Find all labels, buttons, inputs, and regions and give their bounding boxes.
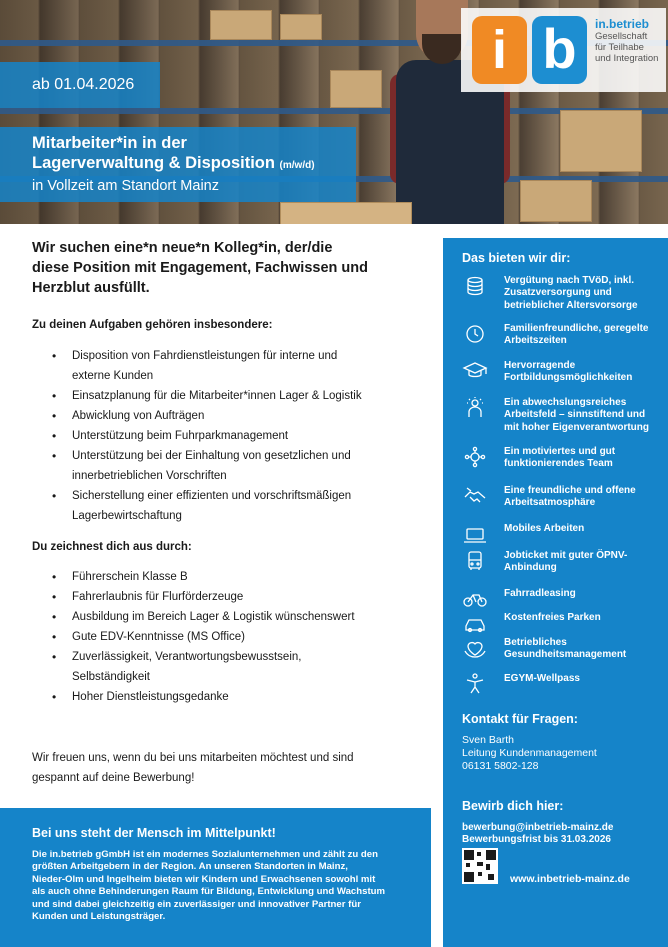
benefit-text: Familienfreundliche, geregelte Arbeitszeiten — [504, 323, 649, 347]
list-item: • Disposition von Fahrdienstleistungen für interne und — [32, 346, 412, 366]
job-subtitle: in Vollzeit am Standort Mainz — [32, 178, 219, 194]
logo-letter-i: i — [472, 16, 527, 84]
about-line: Die in.betrieb gGmbH ist ein modernes Sozialunternehmen und zählt zu den — [32, 849, 378, 860]
about-text — [32, 849, 417, 923]
list-item: • Ausbildung im Bereich Lager & Logistik wünschenswert — [32, 607, 412, 627]
list-item: • Abwicklung von Aufträgen — [32, 406, 412, 426]
list-item: • Unterstützung bei der Einhaltung von gesetzlichen und — [32, 446, 412, 466]
team-icon — [462, 446, 488, 468]
logo-line: für Teilhabe — [595, 42, 644, 53]
list-item-continuation: Lagerbewirtschaftung — [72, 510, 182, 522]
profile-list — [32, 567, 412, 707]
benefit-text: Mobiles Arbeiten — [504, 523, 585, 534]
coins-icon — [462, 275, 488, 297]
benefit-text: Betriebliches Gesundheitsmanagement — [504, 637, 627, 661]
benefit-text: Hervorragende Fortbildungsmöglichkeiten — [504, 360, 633, 384]
benefit-text: Fahrradleasing — [504, 588, 576, 599]
contact-info — [462, 734, 597, 773]
profile-heading: Du zeichnest dich aus durch: — [32, 541, 192, 553]
fitness-icon — [462, 673, 488, 695]
shelf-box — [330, 70, 382, 108]
list-item: • Einsatzplanung für die Mitarbeiter*innen Lager & Logistik — [32, 386, 412, 406]
contact-phone[interactable]: 06131 5802-128 — [462, 760, 539, 772]
tasks-heading: Zu deinen Aufgaben gehören insbesondere: — [32, 319, 273, 331]
person-idea-icon — [462, 397, 488, 419]
gender-tag: (m/w/d) — [279, 160, 315, 171]
job-title-box — [0, 127, 356, 202]
benefit-text: Jobticket mit guter ÖPNV- Anbindung — [504, 550, 628, 574]
logo-text — [595, 18, 658, 64]
contact-role: Leitung Kundenmanagement — [462, 747, 597, 759]
apply-info — [462, 822, 613, 847]
health-icon — [462, 637, 488, 659]
benefits-heading: Das bieten wir dir: — [462, 251, 571, 265]
logo-line: Gesellschaft — [595, 31, 648, 42]
shelf-box — [520, 180, 592, 222]
shelf-box — [210, 10, 272, 40]
about-line: größten Arbeitgebern in der Region. An unseren Standorten in Mainz, — [32, 861, 348, 873]
list-item-continuation: externe Kunden — [72, 370, 154, 382]
bus-icon — [462, 550, 488, 572]
benefit-text: Ein abwechslungsreiches Arbeitsfeld – sinnstiftend und mit hoher Eigenverantwortung — [504, 397, 650, 433]
closing-line: Wir freuen uns, wenn du bei uns mitarbeiten möchtest und sind — [32, 752, 354, 764]
laptop-icon — [462, 523, 488, 545]
handshake-icon — [462, 485, 488, 507]
benefit-text: EGYM-Wellpass — [504, 673, 580, 684]
job-title-line1: Mitarbeiter*in in der — [32, 134, 187, 152]
clock-icon — [462, 323, 488, 345]
start-date-badge: ab 01.04.2026 — [0, 62, 160, 108]
list-item-continuation: innerbetrieblichen Vorschriften — [72, 470, 227, 482]
benefit-text: Kostenfreies Parken — [504, 612, 601, 623]
about-line: und sind dabei gleichzeitig ein zuverlässiger und innovativer Partner für — [32, 898, 361, 910]
list-item: • Gute EDV-Kenntnisse (MS Office) — [32, 627, 412, 647]
apply-heading: Bewirb dich hier: — [462, 799, 564, 813]
tasks-list — [32, 346, 412, 526]
car-icon — [462, 612, 488, 634]
website-link[interactable]: www.inbetrieb-mainz.de — [510, 873, 630, 885]
intro-line: diese Position mit Engagement, Fachwissen und — [32, 260, 368, 276]
benefit-item — [462, 275, 662, 315]
intro-text — [32, 238, 402, 298]
shelf-box — [560, 110, 642, 172]
list-item: • Unterstützung beim Fuhrparkmanagement — [32, 426, 412, 446]
company-logo — [461, 8, 666, 92]
benefits-sidebar — [443, 238, 668, 947]
contact-name: Sven Barth — [462, 734, 514, 746]
about-heading: Bei uns steht der Mensch im Mittelpunkt! — [32, 826, 276, 840]
intro-line: Herzblut ausfüllt. — [32, 280, 150, 296]
bicycle-icon — [462, 588, 488, 610]
list-item: • Zuverlässigkeit, Verantwortungsbewusstsein, — [32, 647, 412, 667]
list-item: • Fahrerlaubnis für Flurförderzeuge — [32, 587, 412, 607]
list-item: • Sicherstellung einer effizienten und vorschriftsmäßigen — [32, 486, 412, 506]
list-item: • Führerschein Klasse B — [32, 567, 412, 587]
benefit-text: Vergütung nach TVöD, inkl. Zusatzversorgung und betrieblicher Altersvorsorge — [504, 275, 638, 311]
list-item-continuation: Selbständigkeit — [72, 671, 150, 683]
qr-code[interactable] — [462, 848, 498, 884]
graduation-cap-icon — [462, 360, 488, 382]
logo-line: und Integration — [595, 53, 659, 64]
about-line: Nieder-Olm und Ingelheim bieten wir Kindern und Erwachsenen sowohl mit — [32, 873, 376, 885]
shelf-box — [280, 14, 322, 40]
closing-text — [32, 748, 412, 788]
apply-email[interactable]: bewerbung@inbetrieb-mainz.de — [462, 822, 614, 833]
about-line: Kunden und Leistungsträger. — [32, 911, 166, 923]
logo-letter-b: b — [532, 16, 587, 84]
parcel-box — [280, 202, 412, 224]
list-item: • Hoher Dienstleistungsgedanke — [32, 687, 412, 707]
intro-line: Wir suchen eine*n neue*n Kolleg*in, der/die — [32, 240, 333, 256]
about-line: als auch ohne Behinderungen Raum für Bildung, Entwicklung und Wachstum — [32, 886, 386, 898]
closing-line: gespannt auf deine Bewerbung! — [32, 772, 195, 784]
job-title-line2: Lagerverwaltung & Disposition (m/w/d) — [32, 154, 315, 172]
benefit-text: Eine freundliche und offene Arbeitsatmosphäre — [504, 485, 636, 509]
benefit-text: Ein motiviertes und gut funktionierendes Team — [504, 446, 616, 470]
apply-deadline: Bewerbungsfrist bis 31.03.2026 — [462, 834, 611, 846]
logo-brand: in.betrieb — [595, 17, 650, 31]
about-box — [0, 808, 431, 947]
contact-heading: Kontakt für Fragen: — [462, 712, 578, 726]
